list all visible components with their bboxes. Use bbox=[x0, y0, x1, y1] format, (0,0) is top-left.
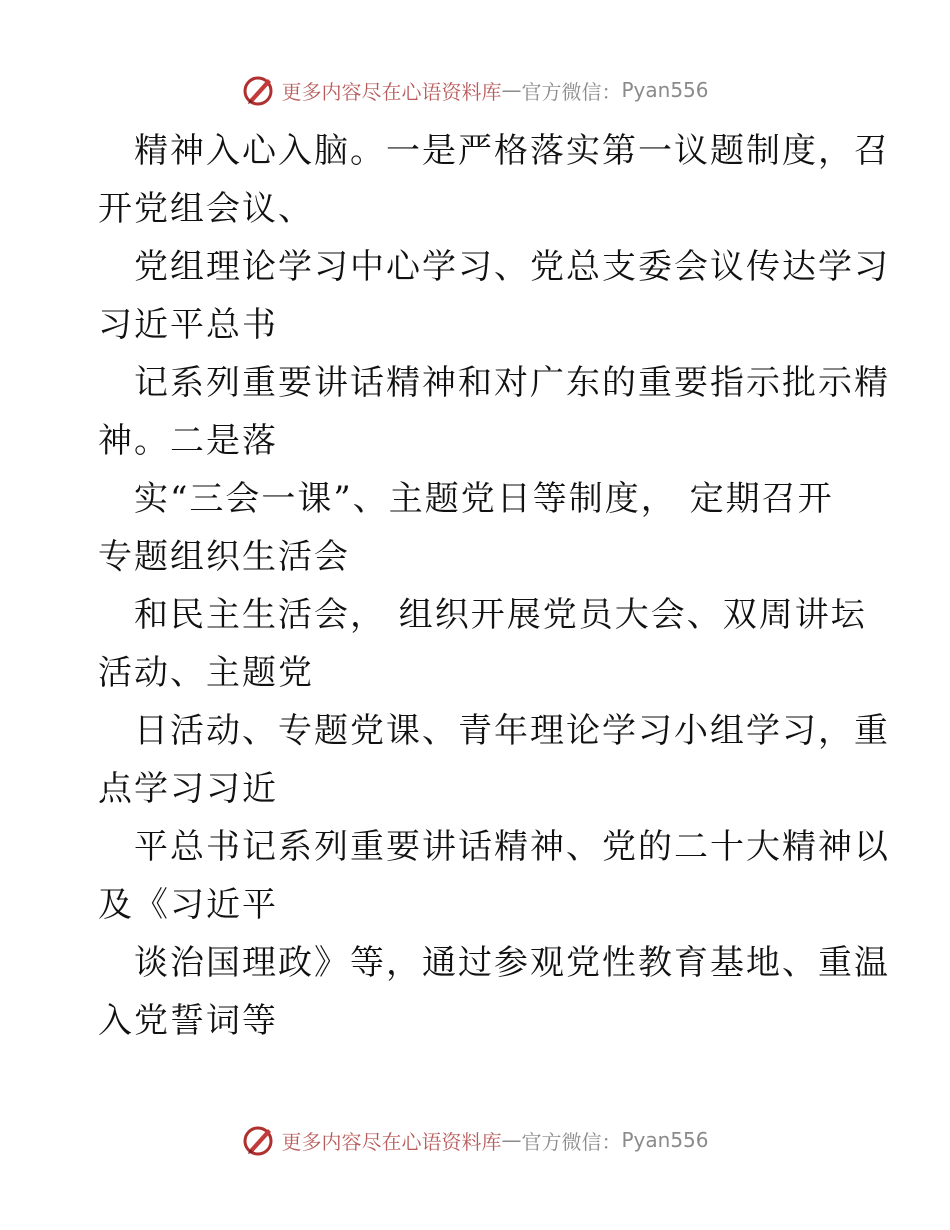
pen-logo-icon bbox=[241, 72, 277, 108]
watermark-label: 官方微信： bbox=[521, 79, 622, 104]
watermark-id: Pyan556 bbox=[621, 1128, 709, 1152]
paragraph-line: 及《习近平 bbox=[98, 885, 278, 925]
watermark-main-text: 更多内容尽在心语资料库 bbox=[281, 1129, 502, 1154]
footer-watermark bbox=[0, 1120, 950, 1160]
watermark-main-text: 更多内容尽在心语资料库 bbox=[281, 79, 502, 104]
watermark-dash: — bbox=[501, 78, 522, 102]
paragraph-3 bbox=[98, 354, 890, 470]
paragraph-line: 神。二是落 bbox=[98, 421, 278, 461]
paragraph-8 bbox=[98, 934, 890, 1050]
paragraph-line: 点学习习近 bbox=[98, 769, 278, 809]
paragraph-line: 专题组织生活会 bbox=[98, 537, 350, 577]
paragraph-4 bbox=[98, 470, 858, 586]
paragraph-line: 平总书记系列重要讲话精神、党的二十大精神以 bbox=[134, 827, 890, 867]
paragraph-2 bbox=[98, 238, 890, 354]
paragraph-1 bbox=[98, 122, 890, 238]
paragraph-line: 谈治国理政》等，通过参观党性教育基地、重温 bbox=[134, 943, 890, 983]
watermark-label: 官方微信： bbox=[521, 1129, 622, 1154]
paragraph-line: 记系列重要讲话精神和对广东的重要指示批示精 bbox=[134, 363, 890, 403]
paragraph-line: 入党誓词等 bbox=[98, 1001, 278, 1041]
paragraph-line: 和民主生活会， 组织开展党员大会、双周讲坛 bbox=[134, 595, 867, 635]
pen-logo-icon bbox=[241, 1122, 277, 1158]
watermark-dash: — bbox=[501, 1128, 522, 1152]
paragraph-line: 实“三会一课”、主题党日等制度， 定期召开 bbox=[134, 479, 834, 519]
paragraph-line: 日活动、专题党课、青年理论学习小组学习，重 bbox=[134, 711, 890, 751]
paragraph-line: 习近平总书 bbox=[98, 305, 278, 345]
paragraph-line: 活动、主题党 bbox=[98, 653, 314, 693]
watermark-id: Pyan556 bbox=[621, 78, 709, 102]
paragraph-5 bbox=[98, 586, 867, 702]
paragraph-line: 精神入心入脑。一是严格落实第一议题制度，召 bbox=[134, 131, 890, 171]
paragraph-line: 开党组会议、 bbox=[98, 189, 314, 229]
paragraph-6 bbox=[98, 702, 890, 818]
document-body bbox=[98, 122, 890, 1050]
paragraph-7 bbox=[98, 818, 890, 934]
paragraph-line: 党组理论学习中心学习、党总支委会议传达学习 bbox=[134, 247, 890, 287]
header-watermark bbox=[0, 70, 950, 110]
